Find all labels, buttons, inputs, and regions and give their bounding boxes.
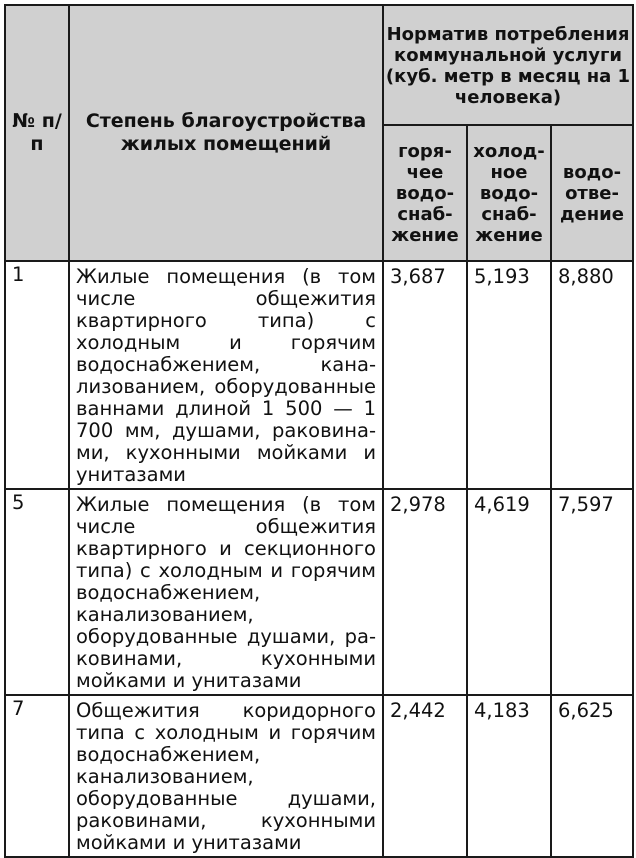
table-row [5,489,633,695]
cold-water-value: 4,183 [467,695,551,857]
drainage-value: 6,625 [551,695,633,857]
row-number: 1 [5,261,69,489]
hot-water-value: 3,687 [383,261,467,489]
row-description: Жилые помещения (в том числе общежития квартирного типа) с холодным и горячим водоснабжением, канализованием, оборудованные ваннами длиной 1 500 — 1 700 мм, душами, раковинами, кухонными мойками и унитазами [69,261,383,489]
table-row [5,695,633,857]
header-drainage: водоотведение [551,125,633,261]
row-number: 5 [5,489,69,695]
consumption-norms-table [4,4,634,858]
header-row-number: № п/п [5,5,69,261]
row-description: Общежития коридорного типа с холодным и горячим водоснабжением, канализованием, оборудованные душами, раковинами, кухонными мойками и унитазами [69,695,383,857]
cold-water-value: 4,619 [467,489,551,695]
row-number: 7 [5,695,69,857]
drainage-value: 8,880 [551,261,633,489]
header-cold-water: холодное водоснабжение [467,125,551,261]
hot-water-value: 2,442 [383,695,467,857]
header-norm: Норматив потребления коммунальной услуги (куб. метр в месяц на 1 человека) [383,5,633,125]
header-hot-water: горячее водоснабжение [383,125,467,261]
hot-water-value: 2,978 [383,489,467,695]
cold-water-value: 5,193 [467,261,551,489]
header-degree: Степень благоустройства жилых помещений [69,5,383,261]
table-row [5,261,633,489]
row-description: Жилые помещения (в том числе общежития квартирного и секционного типа) с холодным и горячим водоснабжением, канализованием, оборудованные душами, раковинами, кухонными мойками и унитазами [69,489,383,695]
drainage-value: 7,597 [551,489,633,695]
